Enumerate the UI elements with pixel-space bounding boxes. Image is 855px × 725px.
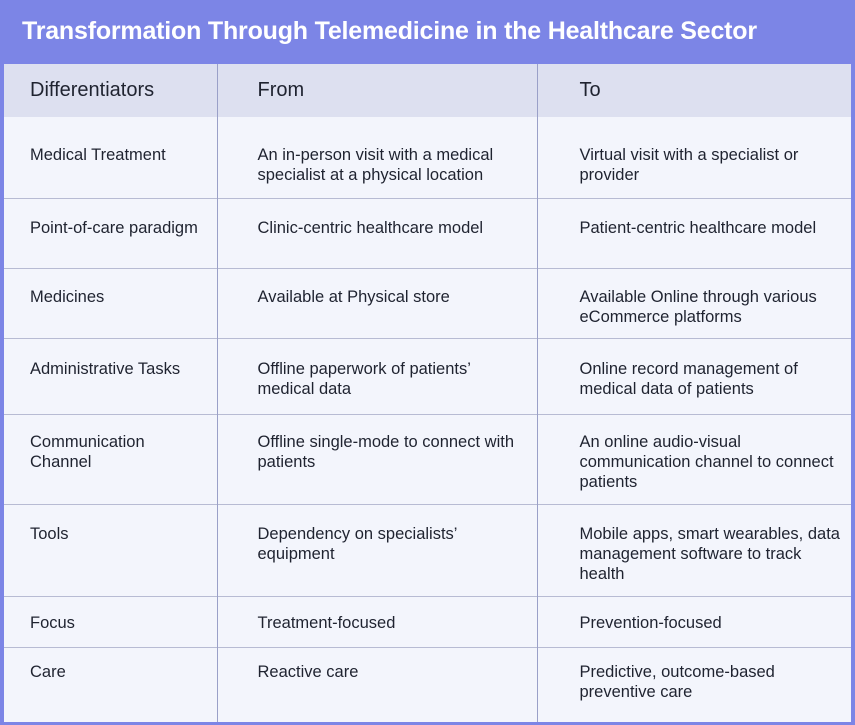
- cell-from: Treatment-focused: [217, 596, 537, 647]
- cell-from: Clinic-centric healthcare model: [217, 198, 537, 268]
- cell-to: Online record management of medical data of patients: [537, 338, 851, 414]
- cell-to: Patient-centric healthcare model: [537, 198, 851, 268]
- table-row: [4, 198, 851, 268]
- cell-from: Dependency on specialists’ equipment: [217, 504, 537, 596]
- cell-differentiator: Medical Treatment: [30, 146, 166, 164]
- cell-differentiator: Point-of-care paradigm: [4, 198, 217, 268]
- header-differentiators: Differentiators: [30, 79, 155, 101]
- cell-differentiator: Medicines: [4, 268, 217, 338]
- table-row: [4, 596, 851, 647]
- cell-to: Prevention-focused: [537, 596, 851, 647]
- table-row: [4, 268, 851, 338]
- table-row: [4, 117, 851, 198]
- cell-from: Offline single-mode to connect with patients: [217, 414, 537, 504]
- comparison-table: [4, 64, 851, 722]
- cell-to: Available Online through various eCommerce platforms: [537, 268, 851, 338]
- header-to: To: [537, 64, 851, 117]
- cell-differentiator: Administrative Tasks: [4, 338, 217, 414]
- table-row: [4, 504, 851, 596]
- cell-from: Available at Physical store: [217, 268, 537, 338]
- cell-from: Offline paperwork of patients’ medical data: [217, 338, 537, 414]
- cell-to: Virtual visit with a specialist or provider: [537, 117, 851, 198]
- cell-to: An online audio-visual communication channel to connect patients: [537, 414, 851, 504]
- cell-differentiator: Communication Channel: [4, 414, 217, 504]
- cell-to: Mobile apps, smart wearables, data management software to track health: [537, 504, 851, 596]
- cell-differentiator: Care: [4, 647, 217, 722]
- comparison-table-container: [4, 64, 851, 722]
- table-row: [4, 338, 851, 414]
- cell-to: Predictive, outcome-based preventive care: [537, 647, 851, 722]
- header-from: From: [217, 64, 537, 117]
- page-title: Transformation Through Telemedicine in the Healthcare Sector: [22, 17, 757, 45]
- cell-differentiator: Focus: [4, 596, 217, 647]
- table-row: [4, 414, 851, 504]
- table-header-row: [4, 64, 851, 117]
- cell-from: An in-person visit with a medical specialist at a physical location: [217, 117, 537, 198]
- cell-differentiator: Tools: [4, 504, 217, 596]
- table-row: [4, 647, 851, 722]
- cell-from: Reactive care: [217, 647, 537, 722]
